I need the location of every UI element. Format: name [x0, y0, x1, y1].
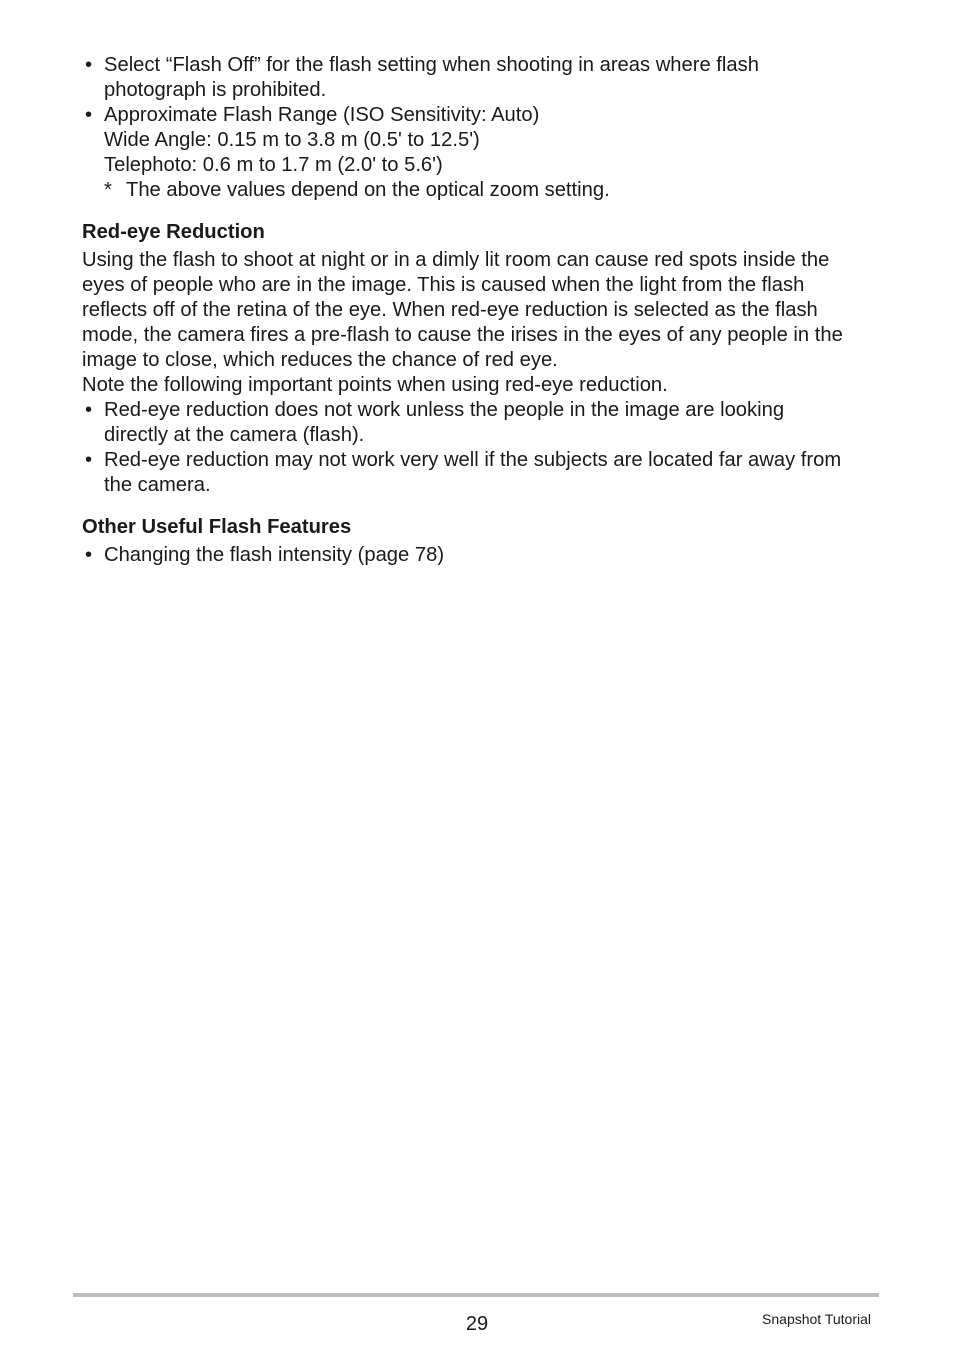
text-line: Telephoto: 0.6 m to 1.7 m (2.0' to 5.6')	[104, 154, 443, 176]
asterisk-mark: *	[104, 179, 112, 201]
text-line: image to close, which reduces the chance of red eye.	[82, 349, 558, 371]
text-line: photograph is prohibited.	[104, 79, 327, 101]
text-line: Red-eye reduction may not work very well if the subjects are located far away from	[104, 449, 842, 471]
heading-other-features: Other Useful Flash Features	[82, 516, 352, 538]
text-line: Red-eye reduction does not work unless the people in the image are looking	[104, 399, 785, 421]
text-line: eyes of people who are in the image. This is caused when the light from the flash	[82, 274, 805, 296]
text-line: Approximate Flash Range (ISO Sensitivity: Auto)	[104, 104, 540, 126]
zoom-note	[104, 178, 882, 203]
bullet-mark: •	[85, 544, 93, 566]
text-line: Changing the flash intensity (page 78)	[104, 544, 445, 566]
text-line: directly at the camera (flash).	[104, 424, 365, 446]
text-line: the camera.	[104, 474, 211, 496]
section-label: Snapshot Tutorial	[762, 1311, 871, 1327]
bullet-red-eye-looking	[82, 398, 882, 448]
bullet-mark: •	[85, 54, 93, 76]
bullet-flash-intensity	[82, 543, 882, 568]
bullet-red-eye-far	[82, 448, 882, 498]
footer-divider	[73, 1293, 879, 1297]
page-number: 29	[465, 1313, 489, 1335]
bullet-flash-off	[82, 53, 882, 103]
text-line: Wide Angle: 0.15 m to 3.8 m (0.5' to 12.5')	[104, 129, 480, 151]
text-line: mode, the camera fires a pre-flash to cause the irises in the eyes of any people in the	[82, 324, 843, 346]
bullet-mark: •	[85, 449, 93, 471]
red-eye-paragraph	[82, 248, 882, 398]
text-line: Using the flash to shoot at night or in a dimly lit room can cause red spots inside the	[82, 249, 830, 271]
bullet-flash-range	[82, 103, 882, 178]
note-text: The above values depend on the optical zoom setting.	[126, 179, 610, 201]
text-line: reflects off of the retina of the eye. When red-eye reduction is selected as the flash	[82, 299, 818, 321]
bullet-mark: •	[85, 104, 93, 126]
heading-red-eye: Red-eye Reduction	[82, 221, 265, 243]
bullet-mark: •	[85, 399, 93, 421]
page-content	[82, 53, 882, 568]
text-line: Select “Flash Off” for the flash setting when shooting in areas where flash	[104, 54, 759, 76]
text-line: Note the following important points when using red-eye reduction.	[82, 374, 668, 396]
